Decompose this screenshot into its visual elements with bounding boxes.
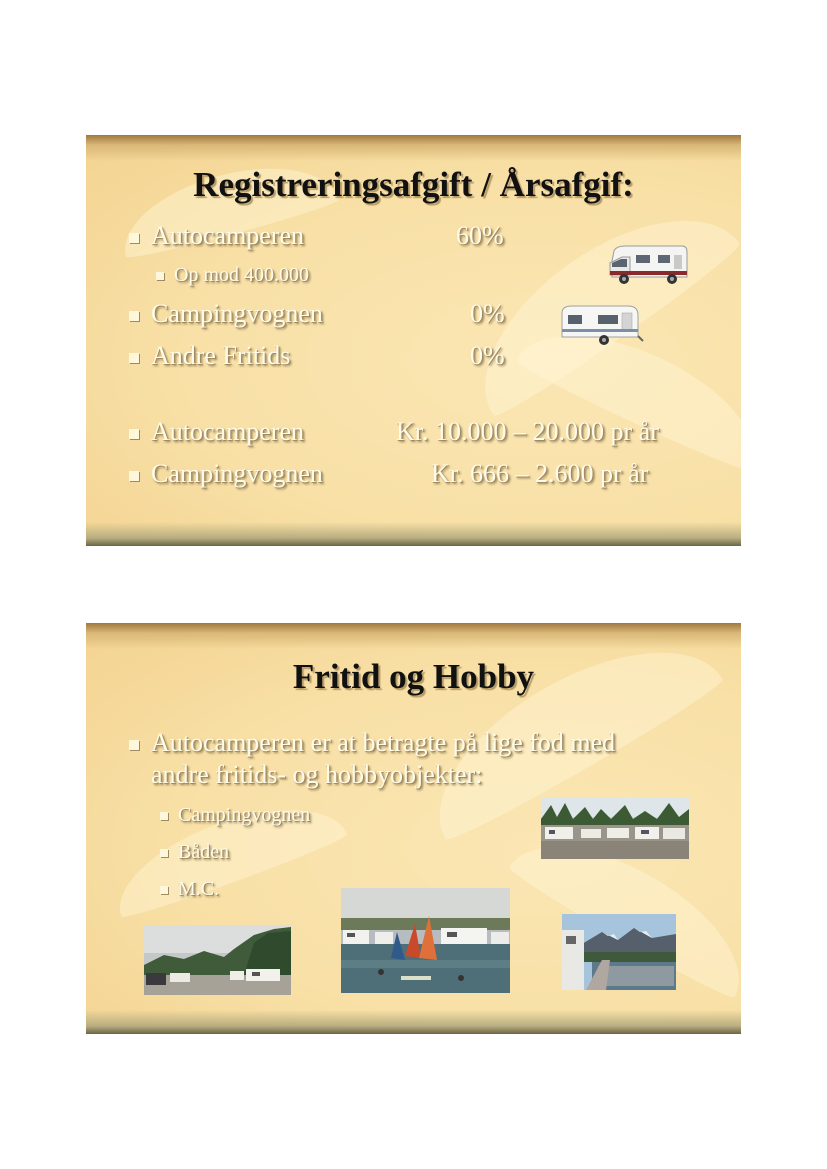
camping-area-photo: [144, 925, 291, 995]
value-autocamper-annual: Kr. 10.000 – 20.000 pr år: [396, 417, 659, 446]
bullet-autocamper-annual: Autocamperen: [129, 417, 304, 447]
slide-title: Registreringsafgift / Årsafgif:: [193, 165, 634, 204]
bullet-square-icon: [129, 740, 139, 750]
caravan-photo: [558, 303, 644, 349]
slide-leisure-hobby: [86, 623, 741, 1034]
campsite-photo: [541, 797, 689, 859]
sub-bullet-caravan: Campingvognen: [160, 804, 310, 827]
bullet-square-icon: [160, 886, 168, 894]
sub-bullet-mc: M.C.: [160, 878, 219, 901]
bullet-square-icon: [129, 233, 139, 243]
bullet-square-icon: [129, 429, 139, 439]
bullet-caravan-fee: Campingvognen: [129, 299, 323, 329]
slide-registration-fee: [86, 135, 741, 546]
bullet-square-icon: [156, 272, 164, 280]
slide-title: Fritid og Hobby: [292, 657, 535, 696]
windsurf-photo: [341, 888, 510, 993]
bullet-square-icon: [160, 812, 168, 820]
bullet-square-icon: [160, 849, 168, 857]
bullet-autocamper-fee: Autocamperen: [129, 221, 304, 251]
harbor-photo: [562, 914, 676, 990]
bullet-square-icon: [129, 353, 139, 363]
motorhome-photo: [608, 243, 690, 289]
value-caravan-fee: 0%: [470, 299, 505, 328]
value-caravan-annual: Kr. 666 – 2.600 pr år: [431, 459, 649, 488]
sub-bullet-boat: Båden: [160, 841, 229, 864]
sub-bullet-max: Op mod 400.000: [156, 264, 309, 287]
bullet-square-icon: [129, 311, 139, 321]
bullet-caravan-annual: Campingvognen: [129, 459, 323, 489]
bullet-square-icon: [129, 471, 139, 481]
bullet-leisure-object: Autocamperen er at betragte på lige fod med andre fritids- og hobbyobjekter:: [129, 727, 615, 791]
value-autocamper-fee: 60%: [456, 221, 504, 250]
value-other-leisure-fee: 0%: [470, 341, 505, 370]
bullet-other-leisure-fee: Andre Fritids: [129, 341, 290, 371]
